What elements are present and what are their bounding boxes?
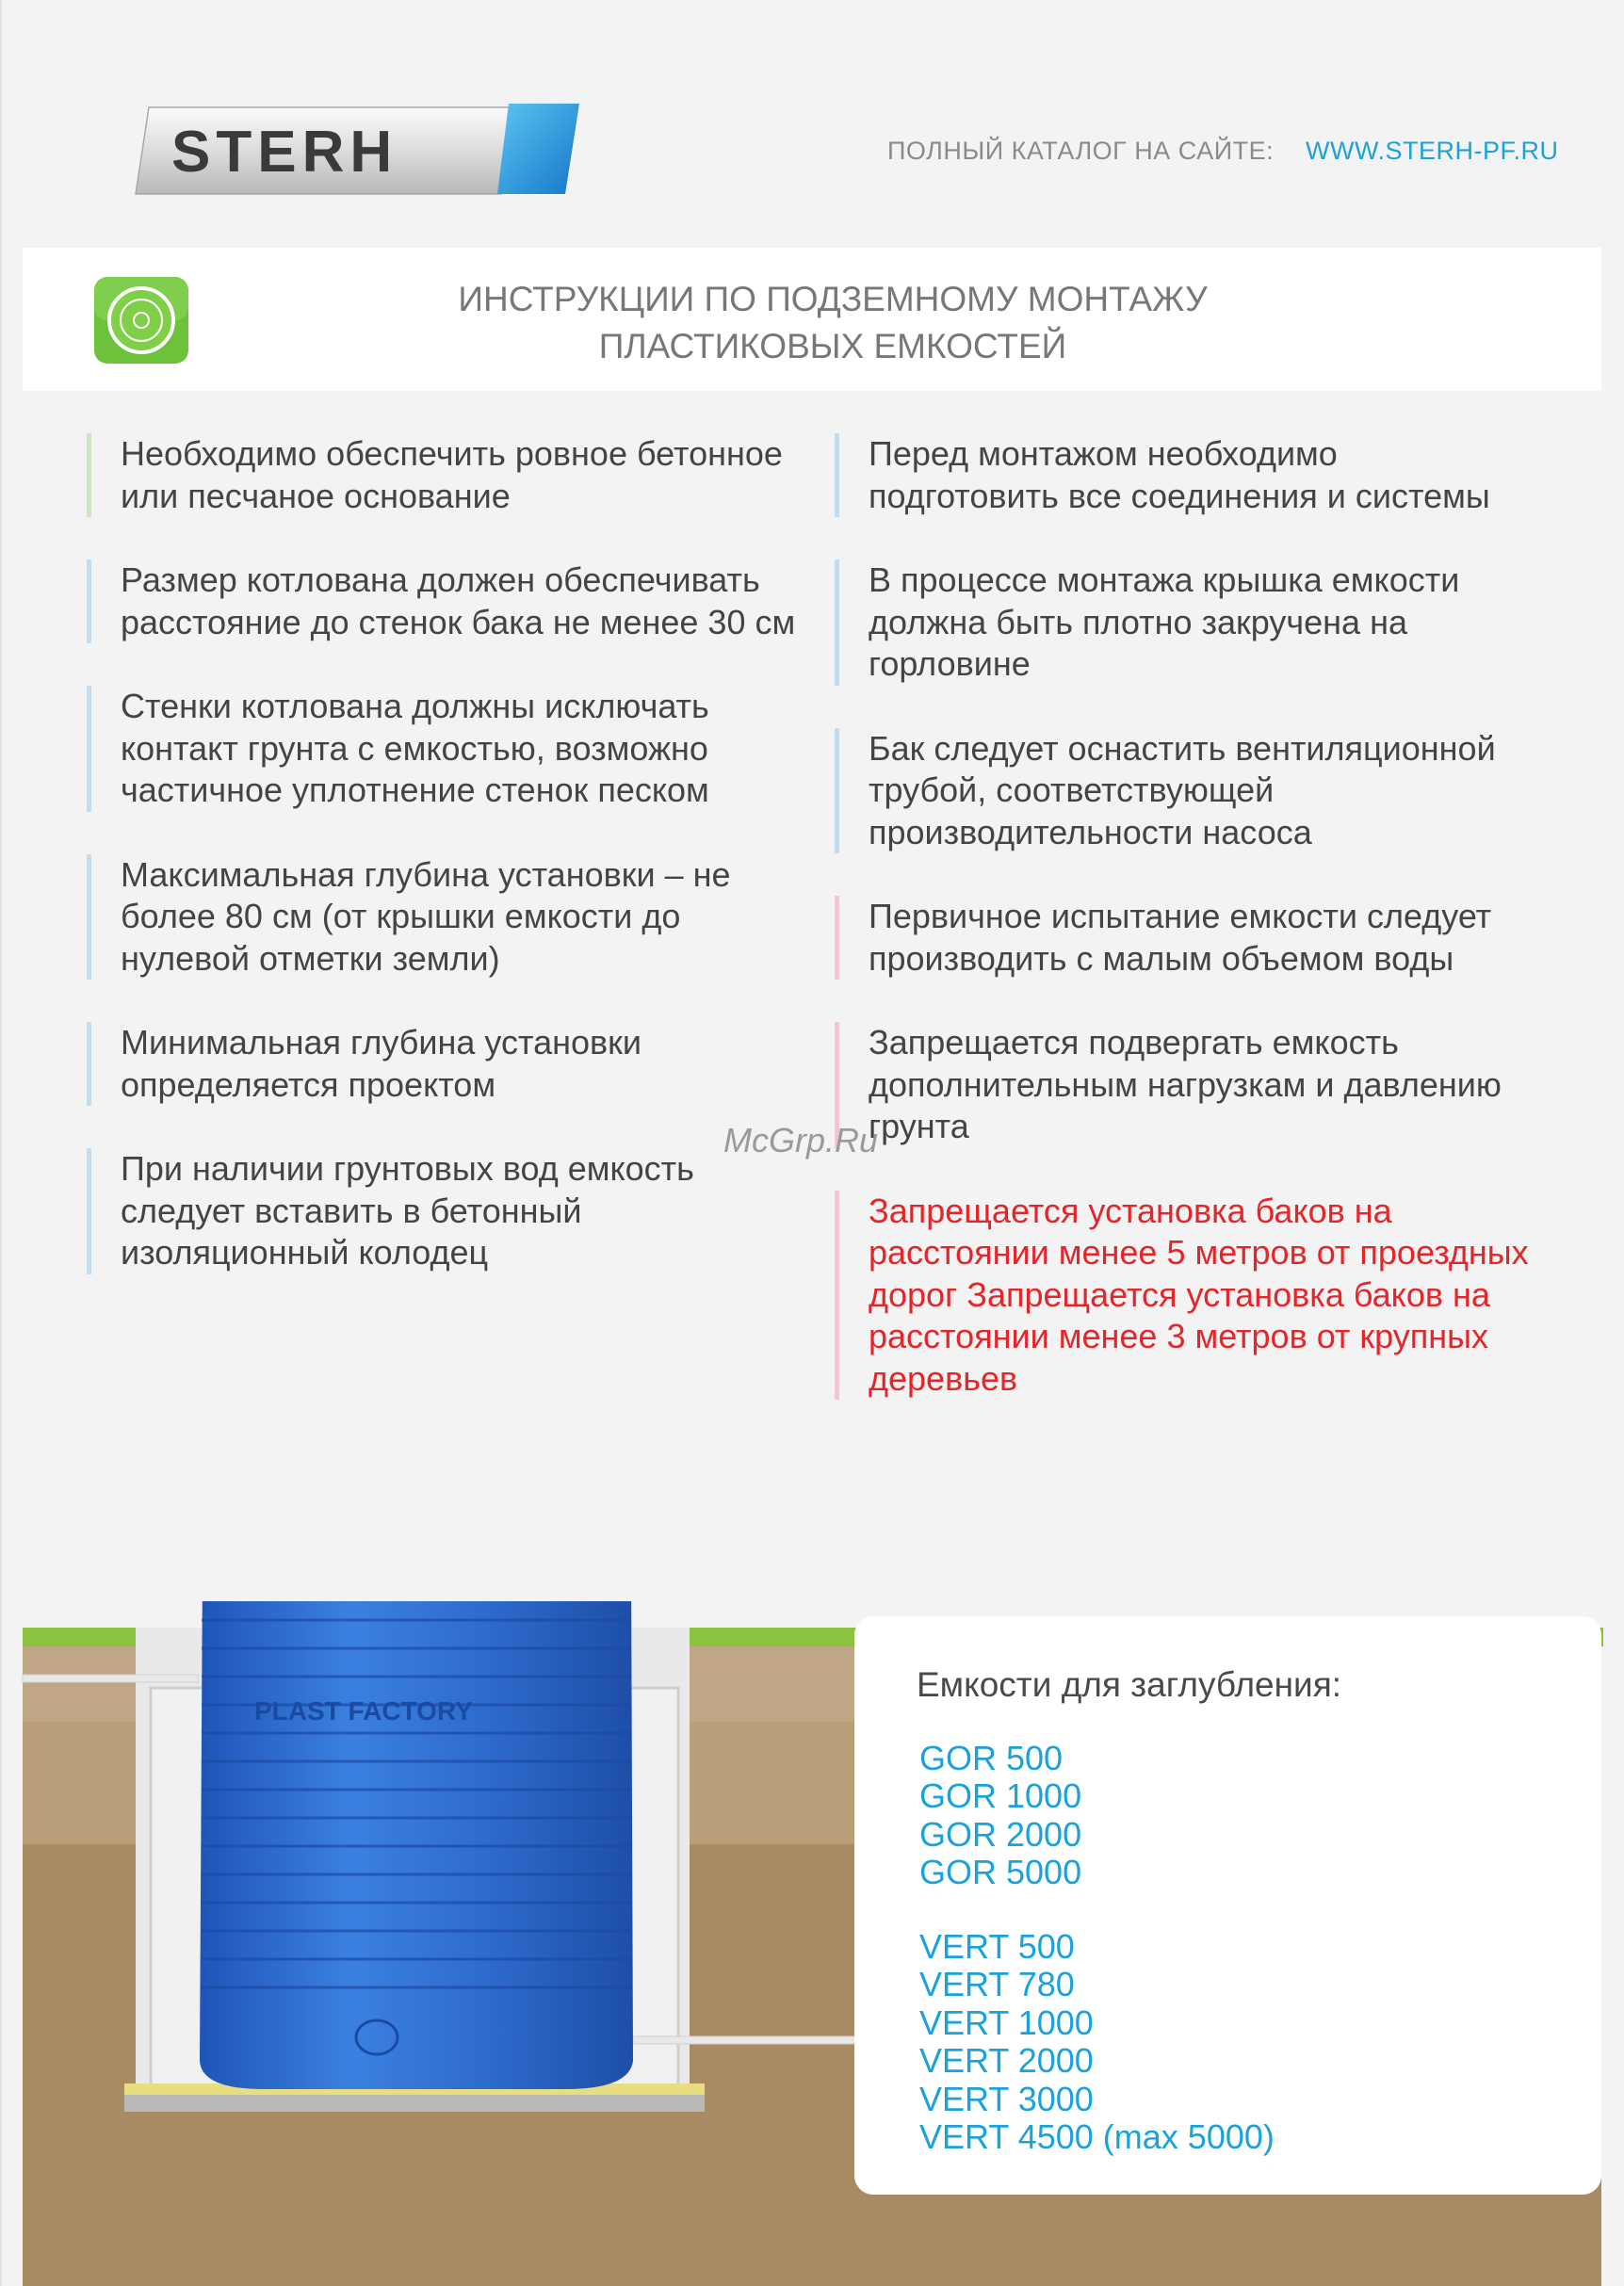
product-item[interactable]: VERT 4500 (max 5000): [919, 2117, 1275, 2157]
instruction-item: Необходимо обеспечить ровное бетонное или песчаное основание: [87, 433, 803, 517]
instruction-item: Перед монтажом необходимо подготовить все соединения и системы: [835, 433, 1532, 517]
instruction-item: Максимальная глубина установки – не более 80 см (от крышки емкости до нулевой отметки земли): [87, 854, 803, 981]
svg-text:STERH: STERH: [171, 120, 398, 185]
product-item[interactable]: GOR 500: [919, 1739, 1064, 1777]
water-tank: [200, 1601, 633, 2089]
website-link[interactable]: WWW.STERH-PF.RU: [1306, 137, 1559, 165]
instruction-item: В процессе монтажа крышка емкости должна быть плотно закручена на горловине: [835, 559, 1532, 686]
instruction-item: Стенки котлована должны исключать контакт грунта с емкостью, возможно частичное уплотнение стенок песком: [87, 686, 803, 812]
tank-top-icon: [92, 275, 190, 365]
page-title: ИНСТРУКЦИИ ПО ПОДЗЕМНОМУ МОНТАЖУ ПЛАСТИКОВЫХ ЕМКОСТЕЙ: [458, 280, 1208, 365]
svg-text:PLAST FACTORY: PLAST FACTORY: [254, 1696, 473, 1726]
product-item[interactable]: GOR 2000: [919, 1814, 1082, 1854]
instruction-item: При наличии грунтовых вод емкость следует вставить в бетонный изоляционный колодец: [87, 1148, 803, 1274]
right-instructions: [835, 433, 1532, 1400]
instruction-item: Первичное испытание емкости следует производить с малым объемом воды: [835, 896, 1532, 980]
products-title: Емкости для заглубления:: [917, 1665, 1342, 1704]
watermark: McGrp.Ru: [723, 1121, 879, 1159]
instruction-item: Размер котлована должен обеспечивать расстояние до стенок бака не менее 30 см: [87, 559, 803, 643]
vert-list: [919, 1928, 1275, 2156]
gor-list: [919, 1740, 1081, 1892]
catalog-label: ПОЛНЫЙ КАТАЛОГ НА САЙТЕ:: [887, 137, 1275, 165]
product-item[interactable]: GOR 1000: [919, 1776, 1082, 1816]
product-item[interactable]: VERT 2000: [919, 2041, 1094, 2081]
product-item[interactable]: VERT 780: [919, 1965, 1075, 2004]
product-item[interactable]: VERT 1000: [919, 2002, 1094, 2042]
sterh-logo: [132, 104, 579, 198]
left-instructions: [87, 433, 803, 1274]
product-item[interactable]: VERT 500: [919, 1927, 1075, 1966]
product-item[interactable]: VERT 3000: [919, 2079, 1094, 2118]
warning-item: Запрещается установка баков на расстоянии менее 5 метров от проездных дорог Запрещается установка баков на расстоянии менее 3 метров от крупных деревьев: [835, 1191, 1532, 1401]
instruction-item: Минимальная глубина установки определяется проектом: [87, 1022, 803, 1106]
grass-left: [23, 1628, 136, 1646]
products-box: [854, 1616, 1601, 2195]
title-band: [23, 248, 1601, 391]
product-item[interactable]: GOR 5000: [919, 1853, 1082, 1892]
instruction-item: Бак следует оснастить вентиляционной трубой, соответствующей производительности насоса: [835, 728, 1532, 854]
instruction-item: Запрещается подвергать емкость дополнительным нагрузкам и давлению грунта: [835, 1022, 1532, 1148]
